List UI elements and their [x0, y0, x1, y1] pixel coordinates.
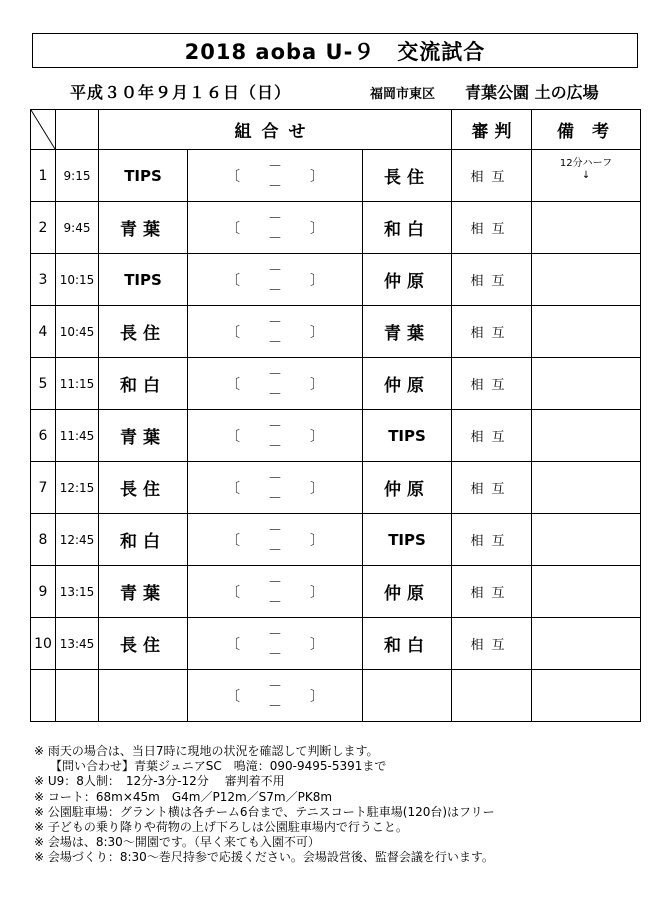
score-dash-top: － [268, 471, 282, 487]
table-row [31, 150, 641, 202]
note-line: ※ 会場づくり：8:30～巻尺持参で応援ください。会場設営後、監督会議を行います。 [34, 850, 494, 865]
table-row [31, 514, 641, 566]
score-box [188, 462, 363, 514]
remarks-cell [532, 150, 641, 202]
remarks-cell [532, 254, 641, 306]
score-close-bracket: 〕 [310, 325, 324, 341]
remarks-cell [532, 566, 641, 618]
remarks-cell [532, 410, 641, 462]
score-close-bracket: 〕 [310, 273, 324, 289]
match-number: 9 [31, 566, 56, 618]
score-dash-bottom: － [268, 335, 282, 351]
referee-cell: 相互 [452, 462, 532, 514]
score-dash-top: － [268, 679, 282, 695]
score-open-bracket: 〔 [226, 585, 240, 601]
table-row [31, 566, 641, 618]
table-row [31, 306, 641, 358]
remarks-cell [532, 462, 641, 514]
away-team: 仲原 [363, 254, 452, 306]
match-number: 10 [31, 618, 56, 670]
table-header-row [31, 110, 641, 150]
match-number: 1 [31, 150, 56, 202]
match-number: 7 [31, 462, 56, 514]
remarks-cell [532, 618, 641, 670]
score-open-bracket: 〔 [226, 533, 240, 549]
score-box [188, 306, 363, 358]
table-row [31, 358, 641, 410]
score-close-bracket: 〕 [310, 481, 324, 497]
remarks-cell [532, 202, 641, 254]
match-header: 組合せ [99, 110, 452, 150]
score-dash-bottom: － [268, 647, 282, 663]
score-box [188, 670, 363, 722]
remarks-header: 備 考 [532, 110, 641, 150]
referee-cell: 相互 [452, 618, 532, 670]
match-time: 11:15 [56, 358, 99, 410]
remarks-cell [532, 514, 641, 566]
score-open-bracket: 〔 [226, 689, 240, 705]
score-open-bracket: 〔 [226, 273, 240, 289]
home-team: 和白 [99, 358, 188, 410]
score-dash-bottom: － [268, 491, 282, 507]
match-number: 6 [31, 410, 56, 462]
score-box [188, 358, 363, 410]
match-time: 12:15 [56, 462, 99, 514]
referee-header: 審 判 [452, 110, 532, 150]
score-open-bracket: 〔 [226, 637, 240, 653]
note-line: 【問い合わせ】青葉ジュニアSC 鳴滝：090-9495-5391まで [50, 759, 387, 774]
score-dash-top: － [268, 627, 282, 643]
match-number [31, 670, 56, 722]
score-close-bracket: 〕 [310, 377, 324, 393]
remarks-text: 12分ハーフ [559, 158, 613, 169]
event-city: 福岡市東区 [370, 87, 436, 102]
down-arrow-icon: ↓ [581, 170, 591, 181]
home-team: 長住 [99, 462, 188, 514]
home-team: 青葉 [99, 566, 188, 618]
score-close-bracket: 〕 [310, 637, 324, 653]
match-number: 5 [31, 358, 56, 410]
referee-cell: 相互 [452, 150, 532, 202]
referee-cell [452, 670, 532, 722]
note-line: ※ コート：68m×45m G4m／P12m／S7m／PK8m [34, 789, 333, 804]
remarks-cell [532, 670, 641, 722]
remarks-cell [532, 306, 641, 358]
referee-cell: 相互 [452, 566, 532, 618]
score-close-bracket: 〕 [310, 689, 324, 705]
referee-cell: 相互 [452, 202, 532, 254]
referee-cell: 相互 [452, 358, 532, 410]
home-team: 長住 [99, 306, 188, 358]
score-dash-top: － [268, 367, 282, 383]
score-box [188, 150, 363, 202]
score-box [188, 254, 363, 306]
score-dash-bottom: － [268, 231, 282, 247]
score-open-bracket: 〔 [226, 325, 240, 341]
match-time [56, 670, 99, 722]
notes-section [34, 744, 634, 866]
score-open-bracket: 〔 [226, 377, 240, 393]
score-dash-top: － [268, 211, 282, 227]
score-open-bracket: 〔 [226, 481, 240, 497]
table-row [31, 462, 641, 514]
note-line: ※ 会場は、8:30～開園です。（早く来ても入園不可） [34, 835, 320, 850]
score-box [188, 202, 363, 254]
match-time: 13:15 [56, 566, 99, 618]
score-close-bracket: 〕 [310, 533, 324, 549]
note-line: ※ 公園駐車場：グラント横は各チーム6台まで、テニスコート駐車場(120台)はフリー [34, 804, 495, 819]
away-team: 仲原 [363, 358, 452, 410]
home-team: 青葉 [99, 202, 188, 254]
table-row [31, 410, 641, 462]
score-box [188, 410, 363, 462]
match-time: 12:45 [56, 514, 99, 566]
away-team: 長住 [363, 150, 452, 202]
score-open-bracket: 〔 [226, 221, 240, 237]
table-row [31, 670, 641, 722]
score-dash-top: － [268, 159, 282, 175]
score-dash-top: － [268, 523, 282, 539]
score-dash-bottom: － [268, 283, 282, 299]
away-team: 和白 [363, 618, 452, 670]
corner-diagonal-cell [31, 110, 56, 150]
away-team: 仲原 [363, 566, 452, 618]
table-row [31, 202, 641, 254]
score-open-bracket: 〔 [226, 429, 240, 445]
note-line: ※ 子どもの乗り降りや荷物の上げ下ろしは公園駐車場内で行うこと。 [34, 820, 408, 835]
match-time: 10:15 [56, 254, 99, 306]
home-team: TIPS [99, 254, 188, 306]
event-venue: 青葉公園 土の広場 [465, 83, 599, 102]
diagonal-line-icon [31, 110, 55, 149]
match-number: 4 [31, 306, 56, 358]
score-dash-top: － [268, 263, 282, 279]
remarks-cell [532, 358, 641, 410]
match-time: 11:45 [56, 410, 99, 462]
referee-cell: 相互 [452, 306, 532, 358]
table-row [31, 254, 641, 306]
match-number: 3 [31, 254, 56, 306]
match-number: 2 [31, 202, 56, 254]
away-team: TIPS [363, 514, 452, 566]
time-header [56, 110, 99, 150]
score-dash-top: － [268, 575, 282, 591]
score-dash-bottom: － [268, 699, 282, 715]
match-time: 9:45 [56, 202, 99, 254]
event-date: 平成３０年９月１６日（日） [70, 83, 292, 102]
score-close-bracket: 〕 [310, 429, 324, 445]
score-dash-bottom: － [268, 543, 282, 559]
match-number: 8 [31, 514, 56, 566]
score-close-bracket: 〕 [310, 221, 324, 237]
score-close-bracket: 〕 [310, 585, 324, 601]
score-box [188, 566, 363, 618]
note-line: ※ 雨天の場合は、当日7時に現地の状況を確認して判断します。 [34, 744, 379, 758]
referee-cell: 相互 [452, 514, 532, 566]
score-dash-bottom: － [268, 179, 282, 195]
page-title: 2018 aoba U-９ 交流試合 [32, 33, 638, 68]
score-open-bracket: 〔 [226, 169, 240, 185]
score-dash-top: － [268, 315, 282, 331]
away-team: 青葉 [363, 306, 452, 358]
away-team: 和白 [363, 202, 452, 254]
home-team: 長住 [99, 618, 188, 670]
schedule-table [30, 109, 641, 722]
score-dash-bottom: － [268, 387, 282, 403]
score-dash-bottom: － [268, 595, 282, 611]
home-team: TIPS [99, 150, 188, 202]
note-line: ※ U9：8人制： 12分-3分-12分 審判着不用 [34, 774, 285, 789]
score-dash-top: － [268, 419, 282, 435]
score-dash-bottom: － [268, 439, 282, 455]
home-team: 青葉 [99, 410, 188, 462]
home-team [99, 670, 188, 722]
score-close-bracket: 〕 [310, 169, 324, 185]
score-box [188, 514, 363, 566]
away-team: TIPS [363, 410, 452, 462]
match-time: 10:45 [56, 306, 99, 358]
table-row [31, 618, 641, 670]
referee-cell: 相互 [452, 254, 532, 306]
away-team [363, 670, 452, 722]
score-box [188, 618, 363, 670]
away-team: 仲原 [363, 462, 452, 514]
home-team: 和白 [99, 514, 188, 566]
referee-cell: 相互 [452, 410, 532, 462]
match-time: 13:45 [56, 618, 99, 670]
match-time: 9:15 [56, 150, 99, 202]
